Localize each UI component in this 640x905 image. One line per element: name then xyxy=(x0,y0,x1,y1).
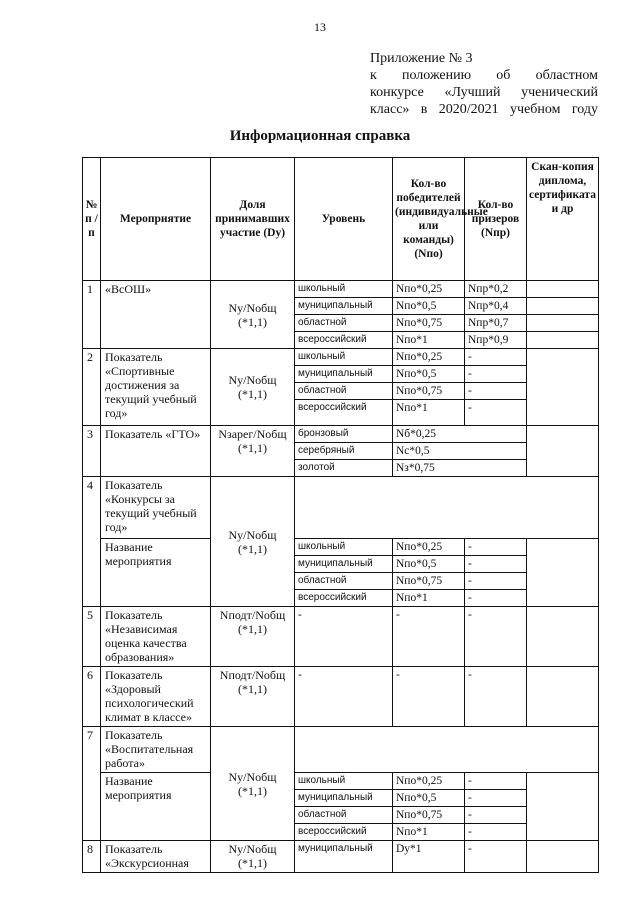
level-cell: всероссийский xyxy=(295,400,393,426)
row-num: 6 xyxy=(83,667,101,727)
row-event: Показатель «Спортивные достижения за текущий учебный год» xyxy=(101,349,211,426)
prize-cell: - xyxy=(465,383,527,400)
level-cell: серебряный xyxy=(295,443,393,460)
table-row xyxy=(83,426,599,443)
row-num: 5 xyxy=(83,607,101,667)
info-table xyxy=(82,157,599,873)
prize-cell: - xyxy=(465,773,527,790)
scan-cell xyxy=(527,773,599,841)
row-event: «ВсОШ» xyxy=(101,281,211,349)
row-num: 1 xyxy=(83,281,101,349)
winners-cell: Nпо*0,75 xyxy=(393,383,465,400)
winners-cell: Nпо*0,25 xyxy=(393,539,465,556)
appendix-line-2: к положению об областном xyxy=(370,68,598,83)
document-title: Информационная справка xyxy=(229,128,411,144)
prize-cell: - xyxy=(465,607,527,667)
prize-cell: - xyxy=(465,790,527,807)
winners-cell: Nпо*0,75 xyxy=(393,315,465,332)
winners-cell: Nс*0,5 xyxy=(393,443,527,460)
level-cell: областной xyxy=(295,573,393,590)
row-num: 7 xyxy=(83,727,101,841)
row-share: Nу/Nобщ (*1,1) xyxy=(211,477,295,607)
empty-cell xyxy=(295,477,599,539)
header-event: Мероприятие xyxy=(101,158,211,281)
scan-cell xyxy=(527,315,599,332)
level-cell: муниципальный xyxy=(295,790,393,807)
header-level: Уровень xyxy=(295,158,393,281)
row-num: 4 xyxy=(83,477,101,607)
level-cell: всероссийский xyxy=(295,590,393,607)
winners-cell: Nз*0,75 xyxy=(393,460,527,477)
prize-cell: - xyxy=(465,349,527,366)
row-event: Показатель «Конкурсы за текущий учебный год» xyxy=(101,477,211,539)
winners-cell: - xyxy=(393,607,465,667)
row-num: 8 xyxy=(83,841,101,873)
scan-cell xyxy=(527,539,599,607)
level-cell: школьный xyxy=(295,349,393,366)
winners-cell: Nпо*1 xyxy=(393,400,465,426)
prize-cell: - xyxy=(465,667,527,727)
level-cell: - xyxy=(295,667,393,727)
level-cell: муниципальный xyxy=(295,556,393,573)
table-row xyxy=(83,349,599,366)
winners-cell: Nпо*0,75 xyxy=(393,807,465,824)
table-row xyxy=(83,607,599,667)
level-cell: школьный xyxy=(295,773,393,790)
table-row xyxy=(83,773,599,790)
appendix-line-4: класс» в 2020/2021 учебном году xyxy=(370,102,598,117)
appendix-note xyxy=(370,50,598,118)
winners-cell: Nпо*0,25 xyxy=(393,773,465,790)
table-row xyxy=(83,727,599,773)
row-share: Nу/Nобщ (*1,1) xyxy=(211,349,295,426)
level-cell: всероссийский xyxy=(295,824,393,841)
winners-cell: Nпо*0,25 xyxy=(393,349,465,366)
row-share: Nподт/Nобщ (*1,1) xyxy=(211,667,295,727)
row-share: Nзарег/Nобщ (*1,1) xyxy=(211,426,295,477)
scan-cell xyxy=(527,332,599,349)
prize-cell: Nпр*0,4 xyxy=(465,298,527,315)
winners-cell: Nпо*0,5 xyxy=(393,298,465,315)
prize-cell: Nпр*0,2 xyxy=(465,281,527,298)
winners-cell: Nпо*0,25 xyxy=(393,281,465,298)
scan-cell xyxy=(527,298,599,315)
level-cell: муниципальный xyxy=(295,366,393,383)
level-cell: школьный xyxy=(295,281,393,298)
appendix-line-1: Приложение № 3 xyxy=(370,51,473,66)
table-row xyxy=(83,539,599,556)
row-num: 2 xyxy=(83,349,101,426)
winners-cell: Nпо*1 xyxy=(393,824,465,841)
table-row xyxy=(83,841,599,873)
level-cell: бронзовый xyxy=(295,426,393,443)
row-num: 3 xyxy=(83,426,101,477)
scan-cell xyxy=(527,607,599,667)
prize-cell: - xyxy=(465,807,527,824)
winners-cell: Nпо*0,5 xyxy=(393,556,465,573)
appendix-line-3: конкурсе «Лучший ученический xyxy=(370,85,598,100)
prize-cell: - xyxy=(465,366,527,383)
scan-cell xyxy=(527,349,599,426)
table-row xyxy=(83,477,599,539)
header-row xyxy=(83,158,599,281)
header-num: № п / п xyxy=(83,158,101,281)
prize-cell: Nпр*0,7 xyxy=(465,315,527,332)
level-cell: муниципальный xyxy=(295,298,393,315)
header-share: Доля принимавших участие (Dy) xyxy=(211,158,295,281)
row-event: Показатель «Экскурсионная xyxy=(101,841,211,873)
winners-cell: Nпо*0,75 xyxy=(393,573,465,590)
level-cell: - xyxy=(295,607,393,667)
prize-cell: - xyxy=(465,539,527,556)
winners-cell: Nпо*1 xyxy=(393,590,465,607)
row-subevent: Название мероприятия xyxy=(101,539,211,607)
prize-cell: - xyxy=(465,400,527,426)
level-cell: золотой xyxy=(295,460,393,477)
level-cell: муниципальный xyxy=(295,841,393,873)
winners-cell: Nпо*1 xyxy=(393,332,465,349)
level-cell: областной xyxy=(295,807,393,824)
prize-cell: - xyxy=(465,556,527,573)
header-prize: Кол-во призеров (Nпр) xyxy=(465,158,527,281)
scan-cell xyxy=(527,841,599,873)
header-winners: Кол-во победителей (индивидуальные или команды) (Nпо) xyxy=(393,158,465,281)
winners-cell: Nпо*0,5 xyxy=(393,366,465,383)
winners-cell: - xyxy=(393,667,465,727)
empty-cell xyxy=(295,727,599,773)
prize-cell: - xyxy=(465,590,527,607)
scan-cell xyxy=(527,281,599,298)
winners-cell: Nб*0,25 xyxy=(393,426,527,443)
row-share: Nу/Nобщ (*1,1) xyxy=(211,727,295,841)
table-row xyxy=(83,667,599,727)
table-row xyxy=(83,281,599,298)
row-share: Nу/Nобщ (*1,1) xyxy=(211,841,295,873)
header-scan: Скан-копия диплома, сертификата и др xyxy=(527,158,599,281)
page-number: 13 xyxy=(314,20,326,34)
scan-cell xyxy=(527,667,599,727)
scan-cell xyxy=(527,426,599,477)
winners-cell: Nпо*0,5 xyxy=(393,790,465,807)
prize-cell: - xyxy=(465,824,527,841)
level-cell: всероссийский xyxy=(295,332,393,349)
row-event: Показатель «ГТО» xyxy=(101,426,211,477)
row-event: Показатель «Воспитательная работа» xyxy=(101,727,211,773)
level-cell: областной xyxy=(295,383,393,400)
prize-cell: - xyxy=(465,841,527,873)
row-event: Показатель «Здоровый психологический климат в классе» xyxy=(101,667,211,727)
prize-cell: - xyxy=(465,573,527,590)
winners-cell: Dу*1 xyxy=(393,841,465,873)
prize-cell: Nпр*0,9 xyxy=(465,332,527,349)
row-event: Показатель «Независимая оценка качества образования» xyxy=(101,607,211,667)
row-subevent: Название мероприятия xyxy=(101,773,211,841)
row-share: Nподт/Nобщ (*1,1) xyxy=(211,607,295,667)
row-share: Nу/Nобщ (*1,1) xyxy=(211,281,295,349)
level-cell: школьный xyxy=(295,539,393,556)
level-cell: областной xyxy=(295,315,393,332)
